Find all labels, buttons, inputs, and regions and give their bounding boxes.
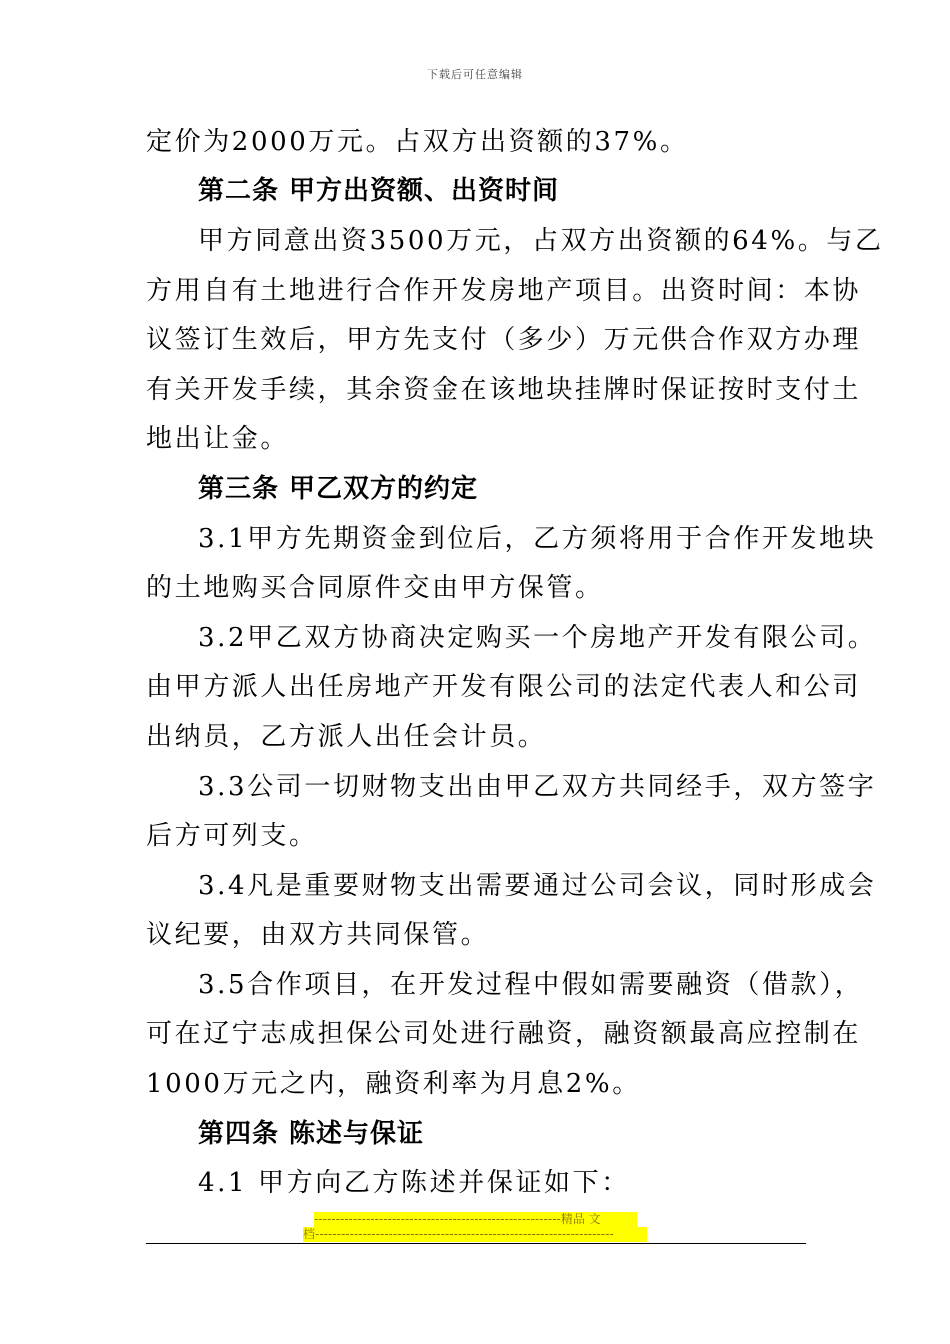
footer-watermark-line2: 档--------------------------------------------------------------------- xyxy=(303,1227,647,1242)
paragraph-line: 议纪要，由双方共同保管。 xyxy=(146,920,490,950)
paragraph-line: 方用自有土地进行合作开发房地产项目。出资时间：本协 xyxy=(146,276,862,306)
paragraph-line: 4.1 甲方向乙方陈述并保证如下： xyxy=(198,1168,630,1198)
paragraph-line: 的土地购买合同原件交由甲方保管。 xyxy=(146,573,604,603)
paragraph-line: 有关开发手续，其余资金在该地块挂牌时保证按时支付土 xyxy=(146,375,862,405)
paragraph-line: 3.2甲乙双方协商决定购买一个房地产开发有限公司。 xyxy=(198,623,877,653)
paragraph-line: 3.1甲方先期资金到位后，乙方须将用于合作开发地块 xyxy=(198,524,877,554)
paragraph-line: 3.3公司一切财物支出由甲乙双方共同经手，双方签字 xyxy=(198,772,877,802)
footer-divider xyxy=(146,1243,806,1244)
section-heading: 第二条 甲方出资额、出资时间 xyxy=(198,176,560,206)
paragraph-line: 甲方同意出资3500万元，占双方出资额的64%。与乙 xyxy=(198,226,884,256)
paragraph-line: 3.5合作项目，在开发过程中假如需要融资（借款）， xyxy=(198,970,864,1000)
paragraph-line: 后方可列支。 xyxy=(146,821,318,851)
paragraph-line: 出纳员，乙方派人出任会计员。 xyxy=(146,722,547,752)
paragraph-line: 可在辽宁志成担保公司处进行融资，融资额最高应控制在 xyxy=(146,1019,862,1049)
paragraph-line: 定价为2000万元。占双方出资额的37%。 xyxy=(146,127,689,157)
section-heading: 第四条 陈述与保证 xyxy=(198,1119,425,1149)
paragraph-line: 3.4凡是重要财物支出需要通过公司会议，同时形成会 xyxy=(198,871,877,901)
paragraph-line: 由甲方派人出任房地产开发有限公司的法定代表人和公司 xyxy=(146,672,862,702)
paragraph-line: 地出让金。 xyxy=(146,424,290,454)
footer-watermark-line1: ---------------------------------------------------------精品 文 xyxy=(314,1212,637,1227)
section-heading: 第三条 甲乙双方的约定 xyxy=(198,474,479,504)
paragraph-line: 1000万元之内，融资利率为月息2%。 xyxy=(146,1069,641,1099)
paragraph-line: 议签订生效后，甲方先支付（多少）万元供合作双方办理 xyxy=(146,325,862,355)
page-header: 下载后可任意编辑 xyxy=(427,68,523,81)
